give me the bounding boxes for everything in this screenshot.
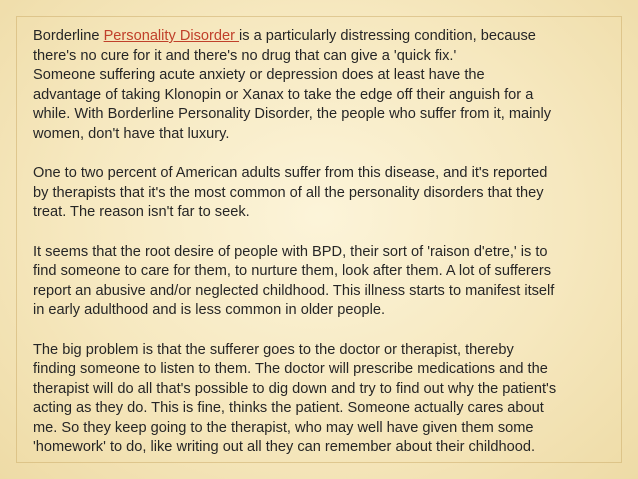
paragraph-intro [33, 27, 618, 145]
paragraph-intro-prefix: Borderline [33, 28, 104, 44]
paragraph-root-desire: It seems that the root desire of people with BPD, their sort of 'raison d'etre,' is to find someone to care for them, to nurture them, look after them. A lot of sufferers report an abusive and/or neglected childhood. This illness starts to manifest itself in early adulthood and is less common in older people. [33, 243, 555, 319]
paragraph-big-problem: The big problem is that the sufferer goes to the doctor or therapist, thereby finding someone to listen to them. The doctor will prescribe medications and the therapist will do all that's possible to dig down and try to find out why the patient's acting as they do. This is fine, thinks the patient. Someone actually cares about me. So they keep going to the therapist, who may well have given them some 'homework' to do, like writing out all they can remember about their childhood. [33, 341, 557, 456]
body-text [33, 27, 618, 458]
paragraph-prevalence: One to two percent of American adults suffer from this disease, and it's reported by therapists that it's the most common of all the personality disorders that they treat. The reason isn't far to seek. [33, 165, 548, 221]
paragraph-intro-rest: is a particularly distressing condition, because there's no cure for it and there's no drug that can give a 'quick fix.' Someone suffering acute anxiety or depression does at least have the advantage of taking Klonopin or Xanax to take the edge off their anguish for a while. With Borderline Personality Disorder, the people who suffer from it, mainly women, don't have that luxury. [33, 28, 552, 142]
personality-disorder-link[interactable]: Personality Disorder [103, 28, 240, 44]
